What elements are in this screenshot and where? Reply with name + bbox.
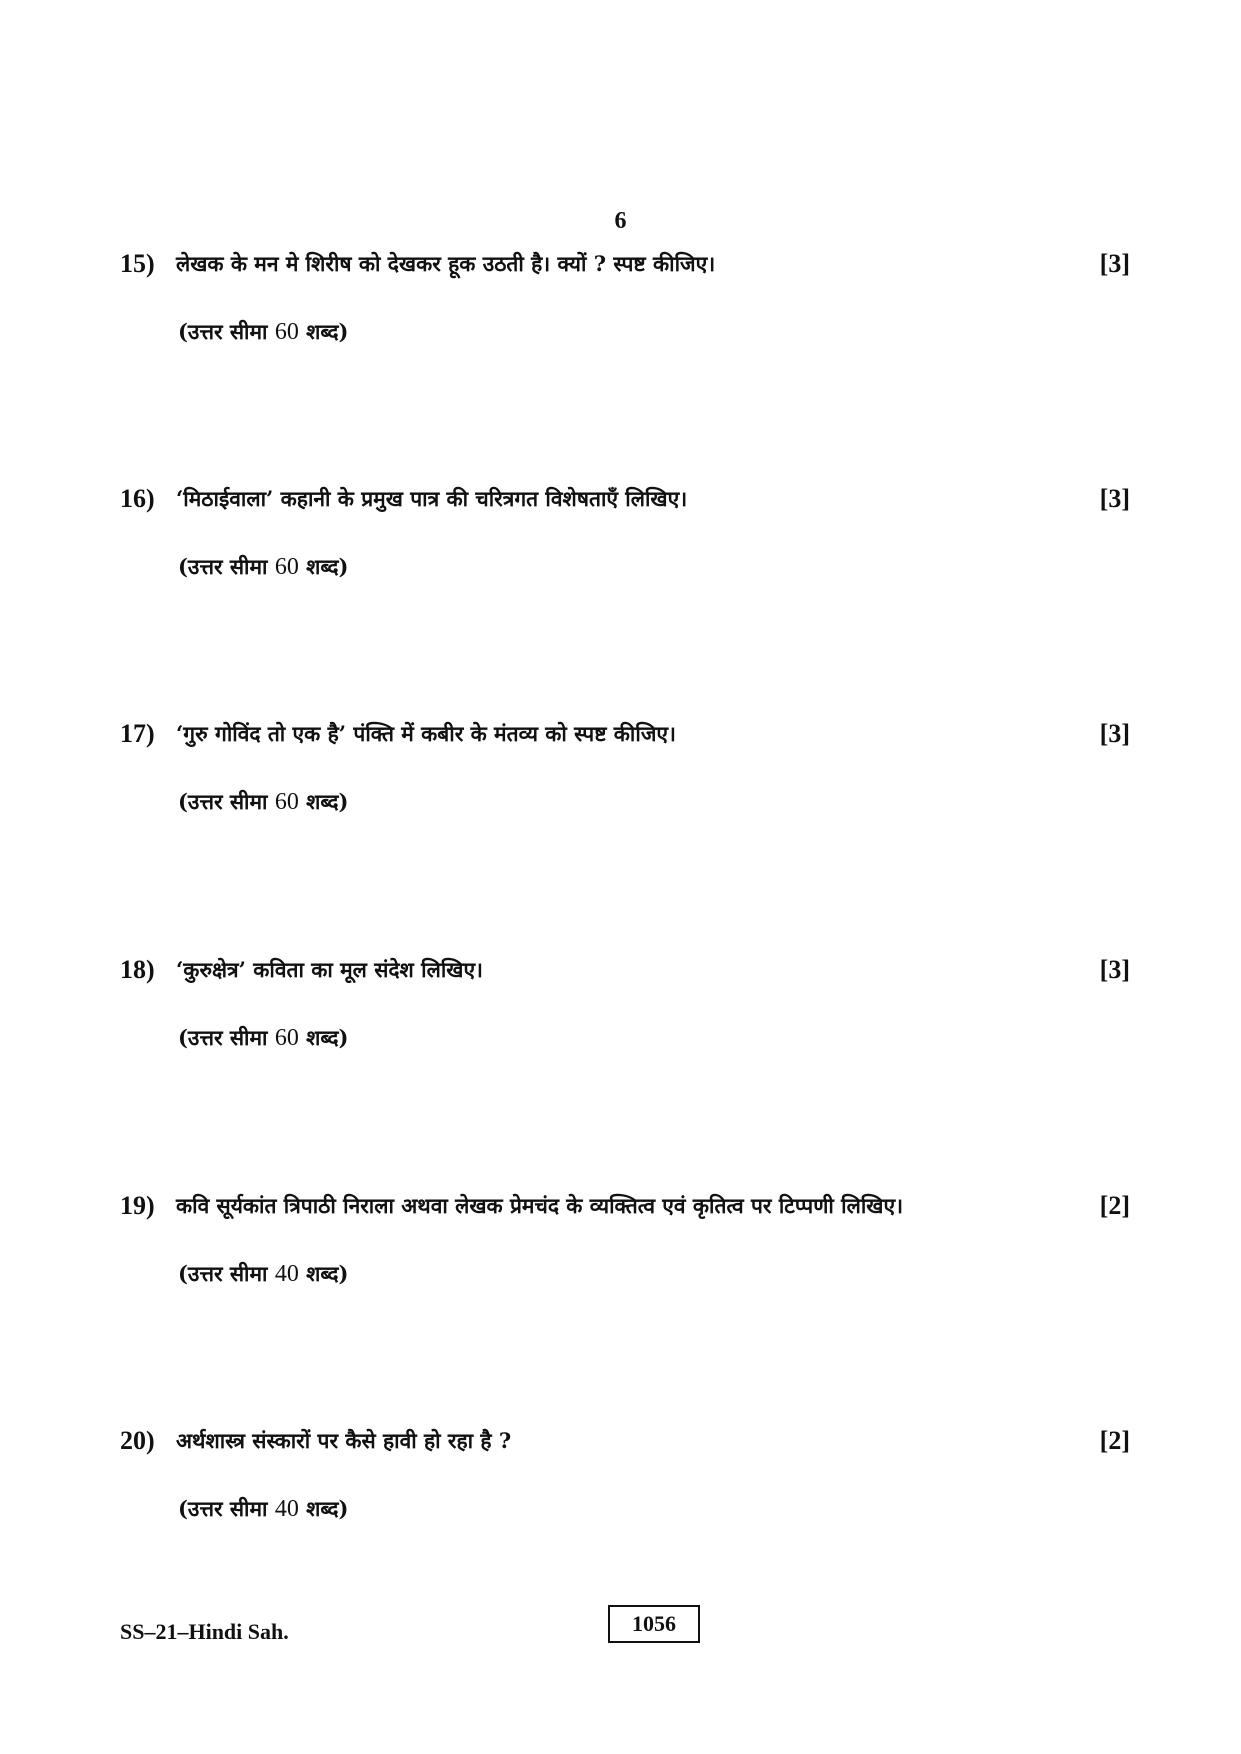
question-number: 19) [120,1191,155,1220]
answer-limit-prefix: (उत्तर सीमा [178,1496,268,1521]
question-text: लेखक के मन मे शिरीष को देखकर हूक उठती है। क्यों ? स्पष्ट कीजिए। [176,251,716,276]
answer-limit-suffix: शब्द) [306,1261,349,1286]
question-20 [120,1423,1130,1522]
answer-limit-suffix: शब्द) [306,1496,349,1521]
question-19 [120,1188,1130,1287]
answer-limit-suffix: शब्द) [306,554,349,579]
question-text: ‘कुरुक्षेत्र’ कविता का मूल संदेश लिखिए। [176,957,484,982]
answer-limit-words: 40 [274,1496,299,1522]
question-number: 17) [120,719,155,748]
answer-limit [178,1260,349,1288]
question-number: 16) [120,484,155,513]
question-marks: [3] [1099,249,1130,278]
answer-limit-words: 60 [274,1025,299,1051]
answer-limit-prefix: (उत्तर सीमा [178,554,268,579]
question-marks: [2] [1099,1191,1130,1220]
answer-limit-words: 60 [274,554,299,580]
answer-limit-words: 40 [274,1261,299,1287]
answer-limit-suffix: शब्द) [306,789,349,814]
answer-limit-words: 60 [274,789,299,815]
answer-limit-suffix: शब्द) [306,319,349,344]
question-marks: [3] [1099,955,1130,984]
question-marks: [3] [1099,719,1130,748]
question-marks: [3] [1099,484,1130,513]
answer-limit-prefix: (उत्तर सीमा [178,789,268,814]
question-number: 20) [120,1426,155,1455]
question-number: 18) [120,955,155,984]
question-18 [120,952,1130,1051]
question-text: अर्थशास्त्र संस्कारों पर कैसे हावी हो रहा है ? [176,1428,512,1453]
answer-limit [178,318,349,346]
question-text: कवि सूर्यकांत त्रिपाठी निराला अथवा लेखक प्रेमचंद के व्यक्तित्व एवं कृतित्व पर टिप्पणी लिखिए। [176,1193,904,1218]
answer-limit [178,788,349,816]
question-15 [120,246,1130,345]
question-16 [120,481,1130,580]
answer-limit-prefix: (उत्तर सीमा [178,1025,268,1050]
page-number: 6 [614,208,627,234]
question-17 [120,716,1130,815]
answer-limit-words: 60 [274,319,299,345]
answer-limit-prefix: (उत्तर सीमा [178,1261,268,1286]
question-text: ‘मिठाईवाला’ कहानी के प्रमुख पात्र की चरित्रगत विशेषताएँ लिखिए। [176,486,688,511]
answer-limit-suffix: शब्द) [306,1025,349,1050]
answer-limit [178,1024,349,1052]
question-text: ‘गुरु गोविंद तो एक है’ पंक्ति में कबीर के मंतव्य को स्पष्ट कीजिए। [176,721,676,746]
answer-limit-prefix: (उत्तर सीमा [178,319,268,344]
question-number: 15) [120,249,155,278]
paper-number-box: 1056 [608,1605,700,1643]
answer-limit [178,553,349,581]
paper-code: SS–21–Hindi Sah. [120,1619,289,1644]
question-marks: [2] [1099,1426,1130,1455]
answer-limit [178,1495,349,1523]
